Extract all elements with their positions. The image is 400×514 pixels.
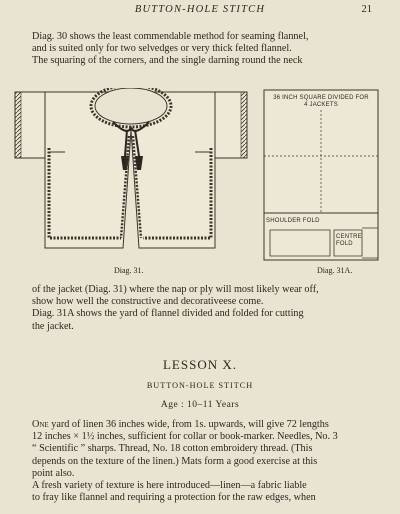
flannel-layout-illustration <box>262 88 380 263</box>
caption-diag-31: Diag. 31. <box>114 266 144 275</box>
diagram-31-jacket <box>9 88 254 263</box>
paragraph-intro: Diag. 30 shows the least commendable method for seaming flannel, and is suited only for two selvedges or very thick felted flannel. The squaring of the corners, and the single darning round the neck <box>32 31 309 67</box>
jacket-illustration <box>9 88 254 263</box>
diagram-31a-flannel-layout <box>262 88 380 263</box>
label-centre-fold-line2: FOLD <box>336 241 353 247</box>
label-top-line2: 4 JACKETS <box>304 102 338 108</box>
lesson-age: Age : 10–11 Years <box>160 400 240 410</box>
paragraph-after-figures: of the jacket (Diag. 31) where the nap or ply will most likely wear off, show how well the constructive and decorativeese come. Diag. 31A shows the yard of flannel divided and folded for cutting the jacket. <box>32 284 319 332</box>
running-head <box>0 4 400 20</box>
lesson-subtitle: BUTTON-HOLE STITCH <box>146 381 254 390</box>
caption-diag-31a: Diag. 31A. <box>317 266 353 275</box>
lesson-paragraph <box>32 419 382 504</box>
page-number: 21 <box>361 4 372 15</box>
label-top-line1: 36 INCH SQUARE DIVIDED FOR <box>273 95 369 101</box>
lesson-paragraph-text: yard of linen 36 inches wide, from 1s. upwards, will give 72 lengths 12 inches × 1½ inches, sufficient for collar or book-marker. Needles, No. 3 “ Scientific ” sharps. Thread, No. 18 cotton embroidery thread. (This depends on the texture of the linen.) Mats form a good exercise at this point also. A fresh variety of texture is here introduced—linen—a fabric liable to fray like flannel and requiring a protection for the raw edges, when <box>32 419 338 504</box>
lesson-title: LESSON X. <box>162 357 237 372</box>
label-shoulder-fold: SHOULDER FOLD <box>266 218 320 224</box>
lesson-opening-word: One <box>32 419 49 430</box>
running-title: BUTTON-HOLE STITCH <box>134 4 266 15</box>
label-centre-fold-line1: CENTRE <box>336 234 362 240</box>
